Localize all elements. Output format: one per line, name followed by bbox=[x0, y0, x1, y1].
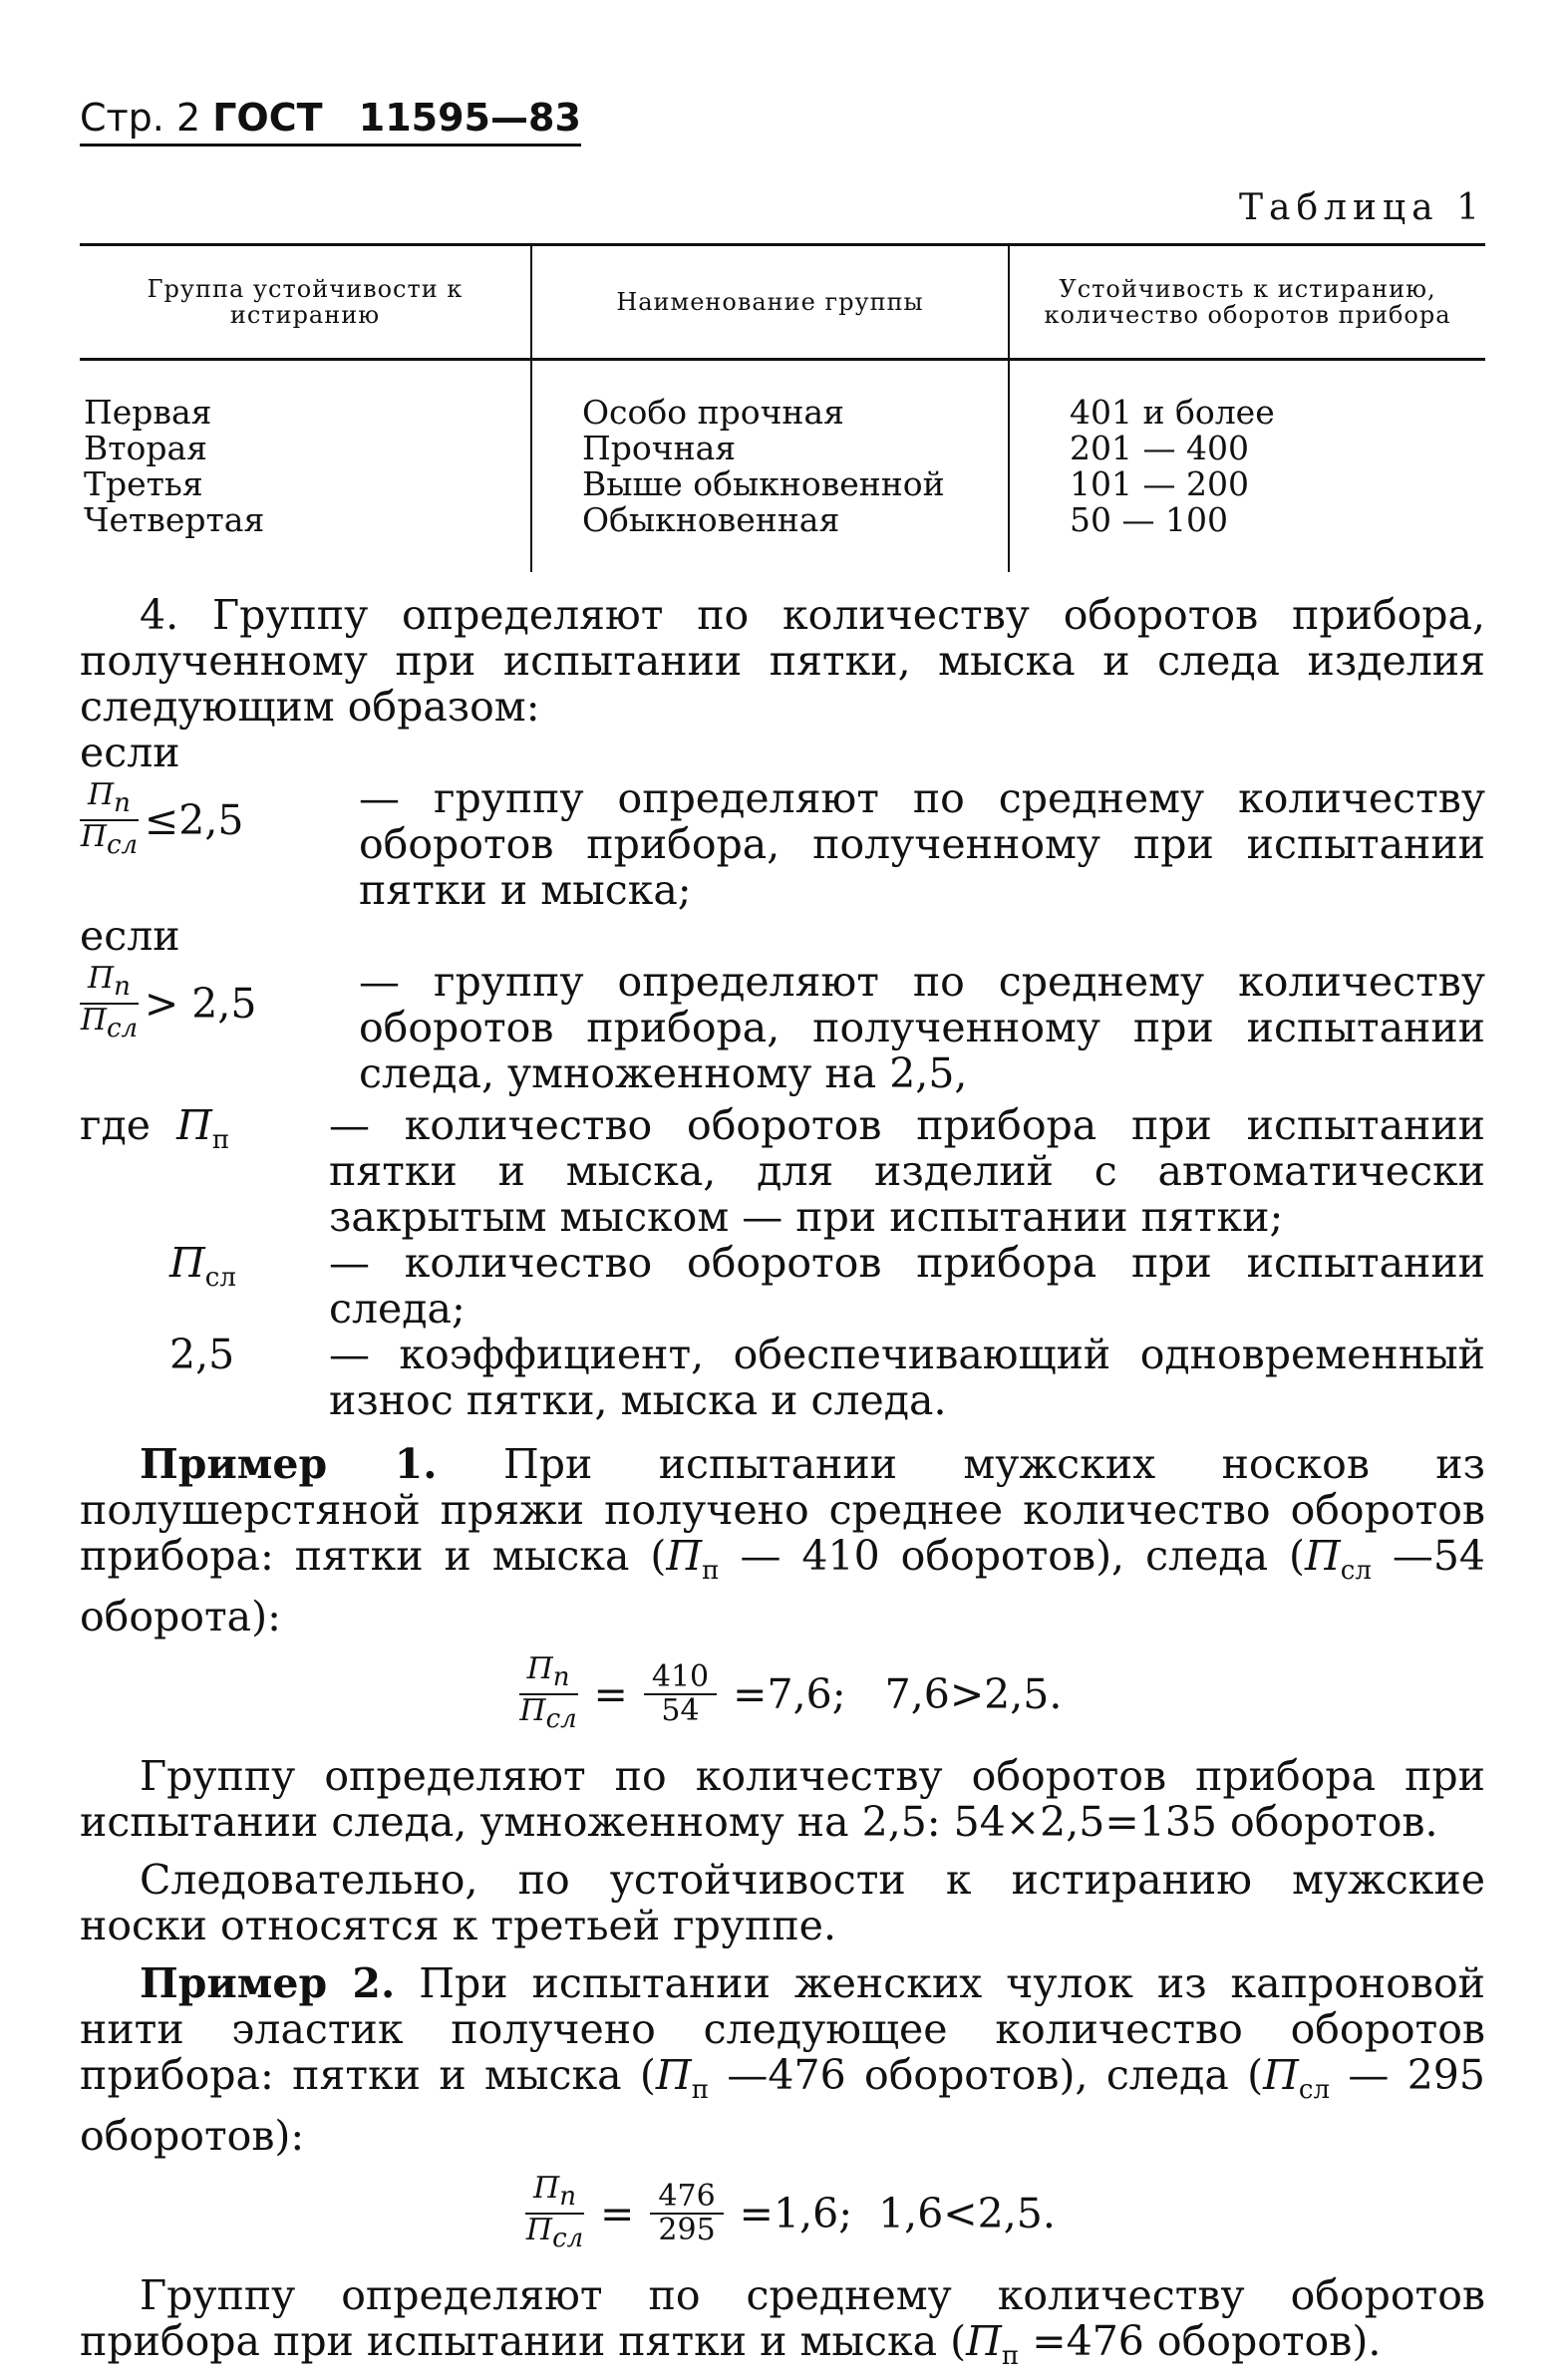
subscript-sl: сл bbox=[106, 830, 139, 860]
denominator: 295 bbox=[658, 2213, 716, 2248]
table-row bbox=[80, 360, 1485, 573]
example-2-text: При испытании женских чулок из капроновой нити эластик получено следующее количество оборотов прибора: пятки и мыска ( bbox=[80, 1959, 1485, 2100]
document-body bbox=[80, 592, 1485, 2380]
where-def-3 bbox=[80, 1332, 1485, 1423]
example-2-label: Пример 2. bbox=[140, 1959, 396, 2008]
symbol-p: П bbox=[1263, 2051, 1299, 2100]
example-1-after-2: Следовательно, по устойчивости к истиранию мужские носки относятся к третьей группе. bbox=[80, 1856, 1485, 1950]
symbol-p: П bbox=[169, 1239, 205, 1287]
equation-1 bbox=[80, 1653, 1485, 1735]
symbol-p: П bbox=[666, 1532, 703, 1580]
table-cell: Выше обыкновенной bbox=[582, 464, 945, 503]
where-word: где bbox=[80, 1101, 151, 1149]
subscript-n: п bbox=[211, 1125, 230, 1156]
document-page bbox=[80, 96, 1485, 2380]
header-underline bbox=[80, 96, 581, 147]
table-cell: 101 — 200 bbox=[1070, 464, 1249, 503]
subscript-sl: сл bbox=[545, 1704, 577, 1735]
subscript-n: п bbox=[691, 2075, 710, 2106]
table-caption: Таблица 1 bbox=[1239, 187, 1485, 228]
table-cell: 201 — 400 bbox=[1070, 429, 1249, 467]
where-def-3-text: — коэффициент, обеспечивающий одновременный износ пятки, мыска и следа. bbox=[329, 1331, 1485, 1424]
groups-table bbox=[80, 243, 1485, 572]
table-cell: Прочная bbox=[582, 429, 737, 467]
symbol-p: П bbox=[519, 1693, 546, 1729]
where-def-2 bbox=[80, 1240, 1485, 1332]
denominator: 54 bbox=[661, 1693, 700, 1729]
subscript-n: п bbox=[702, 1556, 720, 1587]
table-cell: Четвертая bbox=[84, 500, 265, 539]
subscript-sl: сл bbox=[106, 1014, 139, 1043]
table-header-row bbox=[80, 245, 1485, 360]
table-cell: Первая bbox=[84, 393, 212, 432]
symbol-p: П bbox=[966, 2317, 1002, 2366]
condition-1-desc: — группу определяют по среднему количеству оборотов прибора, полученному при испытании пятки и мыска; bbox=[359, 774, 1485, 914]
if-word: если bbox=[80, 729, 180, 776]
example-1-after-1: Группу определяют по количеству оборотов прибора при испытании следа, умноженному на 2,5: 54×2,5=135 оборотов. bbox=[80, 1752, 1485, 1847]
fraction-pn-psl bbox=[519, 1653, 578, 1735]
paragraph-4: 4. Группу определяют по количеству оборотов прибора, полученному при испытании пятки, мыска и следа изделия следующим образом: bbox=[80, 591, 1485, 731]
condition-1 bbox=[80, 775, 1485, 913]
table-cell: Вторая bbox=[84, 429, 207, 467]
resistance-cells bbox=[1009, 360, 1485, 573]
symbol-p: П bbox=[526, 1651, 553, 1687]
if-word: если bbox=[80, 912, 180, 960]
where-def-1 bbox=[80, 1102, 1485, 1240]
example-1-text: При испытании мужских носков из полушерстяной пряжи получено среднее количество оборотов прибора: пятки и мыска ( bbox=[80, 1440, 1485, 1580]
symbol-p: П bbox=[80, 819, 107, 854]
subscript-n: п bbox=[114, 788, 131, 818]
symbol-p: П bbox=[655, 2051, 692, 2100]
numerator: 410 bbox=[644, 1661, 717, 1695]
symbol-p: П bbox=[525, 2213, 553, 2248]
table-cell: Третья bbox=[84, 464, 203, 503]
condition-2 bbox=[80, 959, 1485, 1096]
fraction-pn-psl bbox=[80, 779, 139, 861]
table-cell: 50 — 100 bbox=[1070, 500, 1228, 539]
where-def-2-text: — количество оборотов прибора при испытании следа; bbox=[329, 1239, 1485, 1333]
coefficient-value: 2,5 bbox=[169, 1331, 235, 1378]
subscript-sl: сл bbox=[1340, 1556, 1372, 1587]
table-cell: Обыкновенная bbox=[582, 500, 840, 539]
condition-2-op: > 2,5 bbox=[144, 980, 257, 1028]
subscript-sl: сл bbox=[1298, 2075, 1330, 2106]
example-2-after-text: Группу определяют по среднему количеству оборотов прибора при испытании пятки и мыска ( bbox=[80, 2271, 1485, 2366]
subscript-sl: сл bbox=[204, 1263, 236, 1294]
example-2-text: — 295 оборотов): bbox=[80, 2051, 1485, 2161]
fraction-pn-psl bbox=[525, 2173, 584, 2254]
equation-2-result: =1,6; 1,6<2,5. bbox=[739, 2190, 1056, 2238]
subscript-sl: сл bbox=[552, 2224, 584, 2254]
symbol-p: П bbox=[88, 961, 115, 996]
subscript-n: п bbox=[559, 2182, 577, 2213]
example-1 bbox=[80, 1441, 1485, 1639]
example-2-after bbox=[80, 2272, 1485, 2379]
subscript-n: п bbox=[114, 972, 131, 1002]
example-1-text: — 410 оборотов), следа ( bbox=[719, 1532, 1305, 1580]
subscript-n: п bbox=[552, 1662, 570, 1693]
condition-2-desc: — группу определяют по среднему количеству оборотов прибора, полученному при испытании следа, умноженному на 2,5, bbox=[359, 958, 1485, 1097]
condition-1-op: ≤2,5 bbox=[144, 796, 244, 844]
fraction-476-295 bbox=[650, 2181, 723, 2246]
numerator: 476 bbox=[650, 2181, 723, 2215]
col-header-group: Группа устойчивости к истиранию bbox=[147, 275, 464, 329]
example-2 bbox=[80, 1960, 1485, 2159]
fraction-410-54 bbox=[644, 1661, 717, 1727]
col-header-resistance: Устойчивость к истиранию, количество оборотов прибора bbox=[1009, 245, 1485, 360]
symbol-p: П bbox=[176, 1101, 212, 1149]
symbol-p: П bbox=[88, 777, 115, 812]
table-cell: Особо прочная bbox=[582, 393, 844, 432]
equation-1-result: =7,6; 7,6>2,5. bbox=[733, 1670, 1063, 1719]
equals-sign: = bbox=[593, 1670, 628, 1719]
fraction-pn-psl bbox=[80, 963, 139, 1044]
standard-number: 11595—83 bbox=[358, 96, 581, 140]
subscript-n: п bbox=[1001, 2341, 1020, 2372]
symbol-p: П bbox=[1305, 1532, 1341, 1580]
symbol-p: П bbox=[533, 2171, 560, 2207]
symbol-p: П bbox=[80, 1003, 107, 1038]
name-cells bbox=[531, 360, 1009, 573]
example-1-text: —54 оборота): bbox=[80, 1532, 1485, 1641]
example-2-after-text: =476 оборотов). bbox=[1019, 2317, 1382, 2366]
equation-2 bbox=[80, 2173, 1485, 2254]
page-header bbox=[80, 96, 1485, 148]
example-1-label: Пример 1. bbox=[140, 1440, 438, 1488]
page-number: Стр. 2 bbox=[80, 96, 201, 140]
example-2-text: —476 оборотов), следа ( bbox=[709, 2051, 1264, 2100]
equals-sign: = bbox=[600, 2190, 635, 2238]
col-header-name: Наименование группы bbox=[531, 245, 1009, 360]
standard-label: ГОСТ bbox=[212, 96, 323, 140]
group-cells bbox=[80, 360, 531, 573]
where-def-1-text: — количество оборотов прибора при испытании пятки и мыска, для изделий с автоматически закрытым мыском — при испытании пятки; bbox=[329, 1101, 1485, 1241]
table-cell: 401 и более bbox=[1070, 393, 1275, 432]
